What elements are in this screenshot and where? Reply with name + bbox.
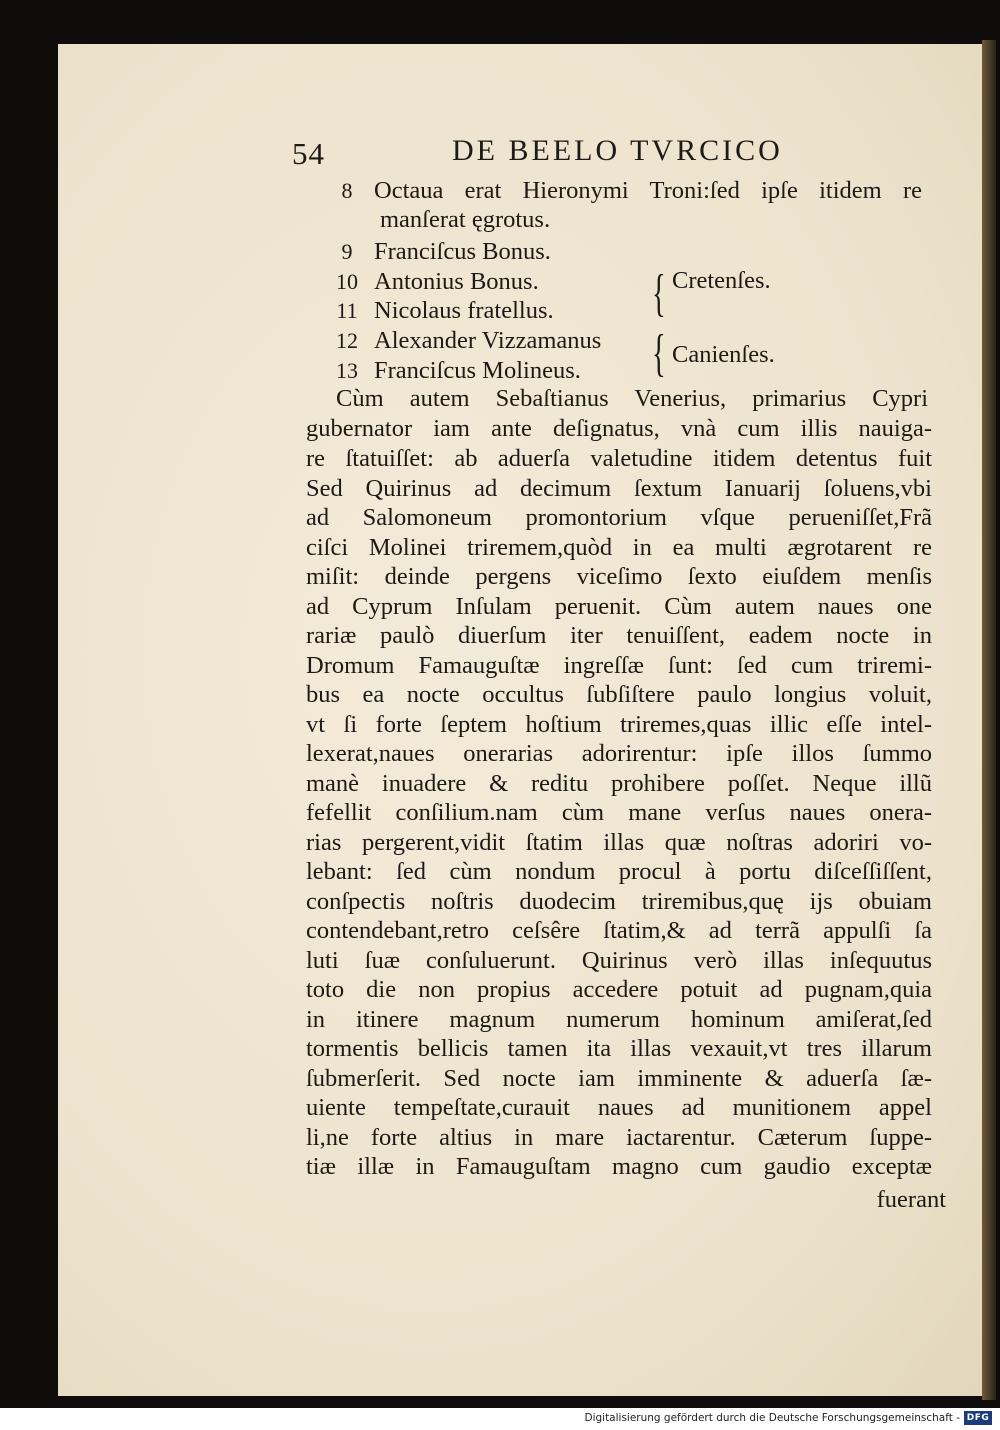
list-number: 13 xyxy=(336,358,358,383)
body-line: in itinere magnum numerum hominum amiſerat,ſed xyxy=(306,1006,932,1033)
list-item: Antonius Bonus. xyxy=(374,268,539,295)
dfg-logo: DFG xyxy=(964,1411,992,1425)
list-item: Franciſcus Molineus. xyxy=(374,357,581,384)
group-label-cretenses: Cretenſes. xyxy=(672,267,771,294)
list-item: Nicolaus fratellus. xyxy=(374,297,554,324)
list-number: 12 xyxy=(336,328,358,353)
body-line: Cùm autem Sebaſtianus Venerius, primarius Cypri xyxy=(336,385,928,412)
body-line: tormentis bellicis tamen ita illas vexauit,vt tres illarum xyxy=(306,1035,932,1062)
body-line: gubernator iam ante deſignatus, vnà cum illis nauiga- xyxy=(306,415,932,442)
body-line: li,ne forte altius in mare iactarentur. Cæterum ſuppe- xyxy=(306,1124,932,1151)
body-line: lexerat,naues onerarias adorirentur: ipſe illos ſummo xyxy=(306,740,932,767)
list-number: 8 xyxy=(341,178,353,203)
body-line: manè inuadere & reditu prohibere poſſet. Neque illũ xyxy=(306,770,932,797)
body-line: rias pergerent,vidit ſtatim illas quæ noſtras adoriri vo- xyxy=(306,829,932,856)
body-line: bus ea nocte occultus ſubſiſtere paulo longius voluit, xyxy=(306,681,932,708)
page-edge xyxy=(982,40,996,1400)
list-number: 11 xyxy=(336,298,358,323)
funding-credit: Digitalisierung gefördert durch die Deutsche Forschungsgemeinschaft - xyxy=(584,1412,960,1424)
list-item: Octaua erat Hieronymi Troni:ſed ipſe itidem re xyxy=(374,177,922,204)
list-item: Alexander Vizzamanus xyxy=(374,327,602,354)
body-line: uiente tempeſtate,curauit naues ad munitionem appel xyxy=(306,1094,932,1121)
body-line: fefellit conſilium.nam cùm mane verſus naues onera- xyxy=(306,799,932,826)
body-line: conſpectis noſtris duodecim triremibus,quę ijs obuiam xyxy=(306,888,932,915)
body-line: vt ſi forte ſeptem hoſtium triremes,quas illic eſſe intel- xyxy=(306,711,932,738)
list-item: Franciſcus Bonus. xyxy=(374,238,551,265)
body-line: ſubmerſerit. Sed nocte iam imminente & aduerſa ſæ- xyxy=(306,1065,932,1092)
body-line: Dromum Famauguſtæ ingreſſæ ſunt: ſed cum triremi- xyxy=(306,652,932,679)
list-item-continuation: manſerat ęgrotus. xyxy=(380,206,551,233)
body-line: ad Cyprum Inſulam peruenit. Cùm autem naues one xyxy=(306,593,932,620)
body-line: re ſtatuiſſet: ab aduerſa valetudine itidem detentus fuit xyxy=(306,445,932,472)
brace-icon: { xyxy=(652,265,666,322)
body-line: ad Salomoneum promontorium vſque perueniſſet,Frã xyxy=(306,504,932,531)
body-line: luti ſuæ conſuluerunt. Quirinus verò illas inſequutus xyxy=(306,947,932,974)
catchword: fuerant xyxy=(876,1186,946,1213)
list-number: 9 xyxy=(341,239,353,264)
body-line: Sed Quirinus ad decimum ſextum Ianuarij ſoluens,vbi xyxy=(306,475,932,502)
brace-icon: { xyxy=(652,325,666,382)
body-line: toto die non propius accedere potuit ad pugnam,quia xyxy=(306,976,932,1003)
running-title: DE BEELO TVRCICO xyxy=(452,134,783,167)
body-line: ciſci Molinei triremem,quòd in ea multi ægrotarent re xyxy=(306,534,932,561)
footer-bar xyxy=(0,1408,1000,1430)
page-header xyxy=(292,132,812,176)
list-number: 10 xyxy=(336,269,358,294)
page-number: 54 xyxy=(292,136,325,171)
body-line: lebant: ſed cùm nondum procul à portu diſceſſiſſent, xyxy=(306,858,932,885)
group-label-canienses: Canienſes. xyxy=(672,341,775,368)
body-line: miſit: deinde pergens viceſimo ſexto eiuſdem menſis xyxy=(306,563,932,590)
body-line: rariæ paulò diuerſum iter tenuiſſent, eadem nocte in xyxy=(306,622,932,649)
body-line: contendebant,retro ceſsêre ſtatim,& ad terrã appulſi ſa xyxy=(306,917,932,944)
body-line: tiæ illæ in Famauguſtam magno cum gaudio exceptæ xyxy=(306,1153,932,1180)
